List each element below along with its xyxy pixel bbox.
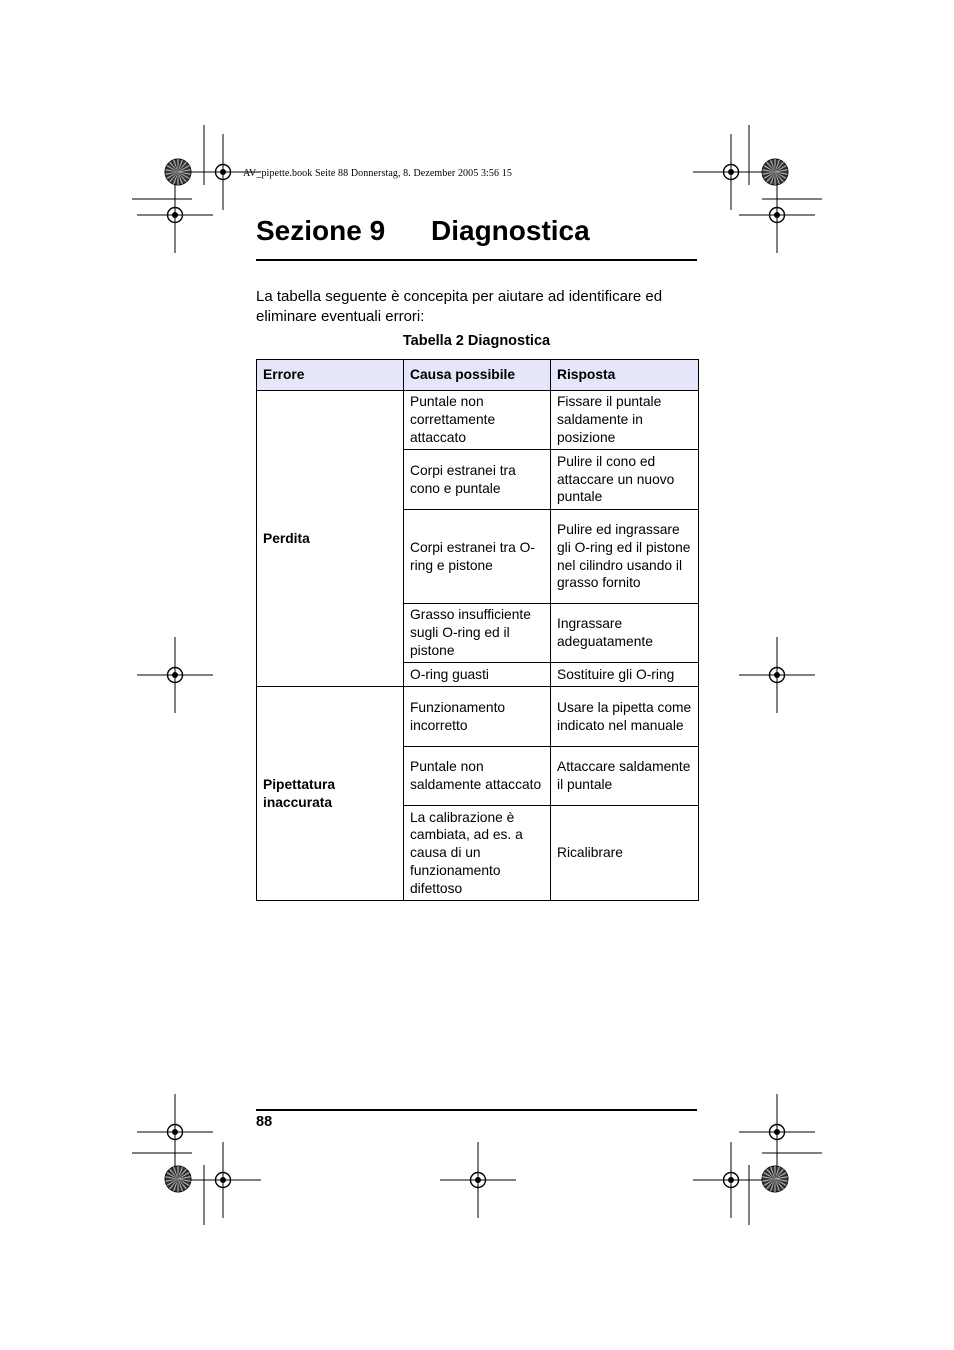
registration-mark-icon [739,1094,815,1170]
color-bar-target-icon [762,159,788,185]
error-cell: Pipettatura inaccurata [257,687,404,901]
header-response: Risposta [551,360,699,391]
section-name: Diagnostica [431,215,590,246]
color-bar-target-icon [762,1166,788,1192]
color-bar-target-icon [165,1166,191,1192]
registration-mark-icon [693,134,769,210]
cause-cell: Corpi estranei tra O-ring e pistone [404,510,551,604]
registration-mark-icon [137,637,213,713]
footer-rule [256,1109,697,1111]
response-cell: Fissare il puntale saldamente in posizione [551,391,699,450]
response-cell: Ingrassare adeguatamente [551,604,699,663]
cause-cell: Funzionamento incorretto [404,687,551,747]
cause-cell: O-ring guasti [404,663,551,687]
response-cell: Ricalibrare [551,806,699,901]
header-error: Errore [257,360,404,391]
page-number: 88 [256,1114,273,1130]
response-cell: Usare la pipetta come indicato nel manuale [551,687,699,747]
response-cell: Attaccare saldamente il puntale [551,747,699,806]
intro-paragraph: La tabella seguente è concepita per aiutare ad identificare ed eliminare eventuali errori: [256,288,663,325]
color-bar-target-icon [165,159,191,185]
cause-cell: Puntale non saldamente attaccato [404,747,551,806]
registration-mark-icon [739,637,815,713]
section-title [256,215,590,247]
cause-cell: Puntale non correttamente attaccato [404,391,551,450]
table-header-row [257,360,699,391]
registration-mark-icon [739,177,815,253]
header-cause: Causa possibile [404,360,551,391]
response-cell: Pulire ed ingrassare gli O-ring ed il pistone nel cilindro usando il grasso fornito [551,510,699,604]
registration-mark-icon [185,1142,261,1218]
print-info-line: AV_pipette.book Seite 88 Donnerstag, 8. Dezember 2005 3:56 15 [243,168,512,179]
cause-cell: Corpi estranei tra cono e puntale [404,450,551,510]
section-number: Sezione 9 [256,215,386,246]
error-cell: Perdita [257,391,404,687]
table-row [257,687,699,747]
response-cell: Pulire il cono ed attaccare un nuovo puntale [551,450,699,510]
table-caption: Tabella 2 Diagnostica [402,333,551,349]
registration-mark-icon [137,177,213,253]
registration-mark-icon [137,1094,213,1170]
registration-mark-icon [693,1142,769,1218]
title-rule [256,259,697,261]
diagnostic-table [256,359,699,901]
response-cell: Sostituire gli O-ring [551,663,699,687]
table-row [257,391,699,450]
cause-cell: La calibrazione è cambiata, ad es. a causa di un funzionamento difettoso [404,806,551,901]
registration-mark-icon [440,1142,516,1218]
cause-cell: Grasso insufficiente sugli O-ring ed il pistone [404,604,551,663]
